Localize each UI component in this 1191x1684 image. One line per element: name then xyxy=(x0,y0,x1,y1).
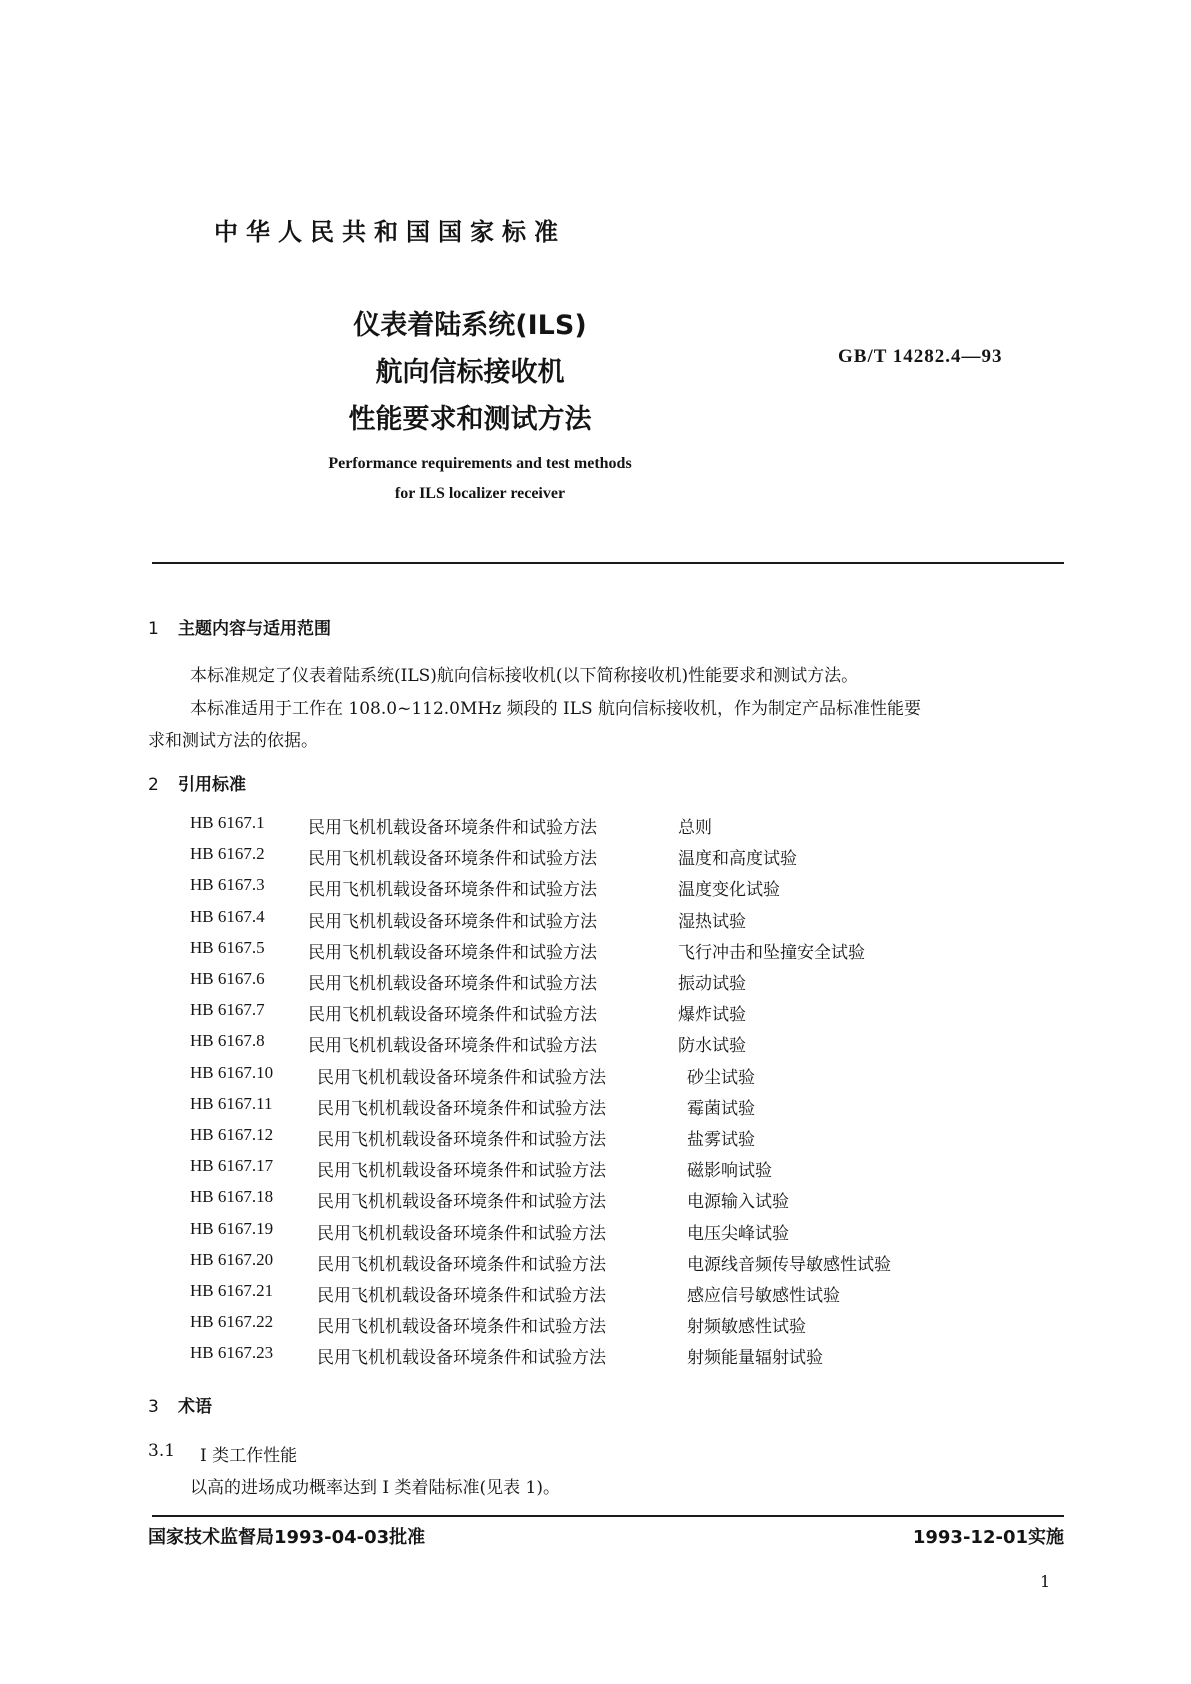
reference-part: 电源输入试验 xyxy=(687,1192,789,1213)
reference-name: 民用飞机机载设备环境条件和试验方法 xyxy=(317,1254,606,1275)
section-number: 3 xyxy=(148,1397,159,1417)
reference-code: HB 6167.12 xyxy=(190,1125,274,1144)
reference-name: 民用飞机机载设备环境条件和试验方法 xyxy=(308,818,597,838)
reference-name: 民用飞机机载设备环境条件和试验方法 xyxy=(317,1192,606,1213)
reference-part: 飞行冲击和坠撞安全试验 xyxy=(678,942,865,963)
reference-name: 民用飞机机载设备环境条件和试验方法 xyxy=(308,1005,597,1026)
reference-name: 民用飞机机载设备环境条件和试验方法 xyxy=(317,1130,606,1150)
reference-name: 民用飞机机载设备环境条件和试验方法 xyxy=(317,1348,606,1369)
section-title: 引用标准 xyxy=(178,775,246,795)
reference-name: 民用飞机机载设备环境条件和试验方法 xyxy=(308,1036,597,1057)
reference-part: 射频敏感性试验 xyxy=(687,1317,806,1338)
reference-name: 民用飞机机载设备环境条件和试验方法 xyxy=(317,1067,606,1088)
reference-part: 爆炸试验 xyxy=(678,1005,746,1026)
reference-part: 总则 xyxy=(678,818,712,838)
section-title: 术语 xyxy=(178,1397,212,1417)
reference-code: HB 6167.3 xyxy=(190,875,265,895)
reference-part: 射频能量辐射试验 xyxy=(687,1348,823,1369)
reference-name: 民用飞机机载设备环境条件和试验方法 xyxy=(317,1286,606,1306)
national-standard-header: 中华人民共和国国家标准 xyxy=(214,218,566,246)
footer-rule xyxy=(152,1515,1064,1517)
reference-name: 民用飞机机载设备环境条件和试验方法 xyxy=(308,974,597,994)
reference-part: 电源线音频传导敏感性试验 xyxy=(687,1254,891,1275)
reference-code: HB 6167.4 xyxy=(190,906,265,926)
reference-name: 民用飞机机载设备环境条件和试验方法 xyxy=(317,1223,606,1244)
reference-name: 民用飞机机载设备环境条件和试验方法 xyxy=(317,1161,606,1182)
section-3-heading xyxy=(148,1392,212,1417)
section-number: 2 xyxy=(148,775,159,795)
reference-name: 民用飞机机载设备环境条件和试验方法 xyxy=(317,1098,606,1119)
reference-code: HB 6167.10 xyxy=(190,1062,274,1082)
implementation-date: 1993-12-01实施 xyxy=(912,1527,1064,1548)
reference-part: 温度和高度试验 xyxy=(678,849,797,870)
section-1-paragraph-1: 本标准规定了仪表着陆系统(ILS)航向信标接收机(以下简称接收机)性能要求和测试方法。 xyxy=(190,666,859,686)
title-line-1: 仪表着陆系统(ILS) xyxy=(353,310,587,341)
reference-code: HB 6167.2 xyxy=(190,844,265,864)
reference-part: 砂尘试验 xyxy=(687,1067,755,1088)
header-rule xyxy=(152,562,1064,564)
reference-code: HB 6167.17 xyxy=(190,1156,274,1176)
reference-code: HB 6167.1 xyxy=(190,813,265,832)
section-1-paragraph-2-cont: 求和测试方法的依据。 xyxy=(148,731,318,751)
reference-name: 民用飞机机载设备环境条件和试验方法 xyxy=(308,880,597,901)
section-1-heading xyxy=(148,614,331,639)
reference-name: 民用飞机机载设备环境条件和试验方法 xyxy=(317,1317,606,1338)
reference-part: 振动试验 xyxy=(678,974,746,994)
reference-part: 霉菌试验 xyxy=(687,1098,755,1119)
section-1-paragraph-2: 本标准适用于工作在 108.0~112.0MHz 频段的 ILS 航向信标接收机，作为制定产品标准性能要 xyxy=(190,699,922,719)
reference-name: 民用飞机机载设备环境条件和试验方法 xyxy=(308,942,597,963)
reference-part: 感应信号敏感性试验 xyxy=(687,1286,840,1306)
subsection-number: 3.1 xyxy=(148,1441,176,1461)
reference-code: HB 6167.6 xyxy=(190,969,265,988)
reference-part: 防水试验 xyxy=(678,1036,746,1057)
reference-code: HB 6167.22 xyxy=(190,1312,274,1332)
reference-code: HB 6167.5 xyxy=(190,937,265,957)
section-2-heading xyxy=(148,770,246,795)
reference-part: 电压尖峰试验 xyxy=(687,1223,789,1244)
reference-code: HB 6167.18 xyxy=(190,1187,274,1207)
reference-part: 湿热试验 xyxy=(678,911,746,932)
reference-name: 民用飞机机载设备环境条件和试验方法 xyxy=(308,849,597,870)
reference-code: HB 6167.19 xyxy=(190,1218,274,1238)
english-title-line-1: Performance requirements and test methods xyxy=(328,455,632,472)
standard-number: GB/T 14282.4—93 xyxy=(838,346,1003,367)
section-number: 1 xyxy=(148,619,159,639)
section-title: 主题内容与适用范围 xyxy=(178,619,331,639)
subsection-title: I 类工作性能 xyxy=(200,1446,298,1466)
subsection-body: 以高的进场成功概率达到 I 类着陆标准(见表 1)。 xyxy=(190,1478,561,1498)
reference-code: HB 6167.8 xyxy=(190,1031,265,1051)
title-line-3: 性能要求和测试方法 xyxy=(348,404,592,435)
reference-code: HB 6167.11 xyxy=(190,1093,273,1113)
reference-name: 民用飞机机载设备环境条件和试验方法 xyxy=(308,911,597,932)
reference-code: HB 6167.23 xyxy=(190,1343,274,1363)
reference-code: HB 6167.21 xyxy=(190,1281,274,1300)
page-number: 1 xyxy=(1040,1572,1051,1591)
reference-part: 磁影响试验 xyxy=(687,1161,772,1182)
reference-code: HB 6167.20 xyxy=(190,1249,274,1269)
reference-part: 温度变化试验 xyxy=(678,880,780,901)
approval-note: 国家技术监督局1993-04-03批准 xyxy=(148,1527,426,1548)
title-line-2: 航向信标接收机 xyxy=(375,357,565,388)
reference-code: HB 6167.7 xyxy=(190,1000,265,1020)
reference-part: 盐雾试验 xyxy=(687,1130,755,1150)
english-title-line-2: for ILS localizer receiver xyxy=(394,485,566,502)
